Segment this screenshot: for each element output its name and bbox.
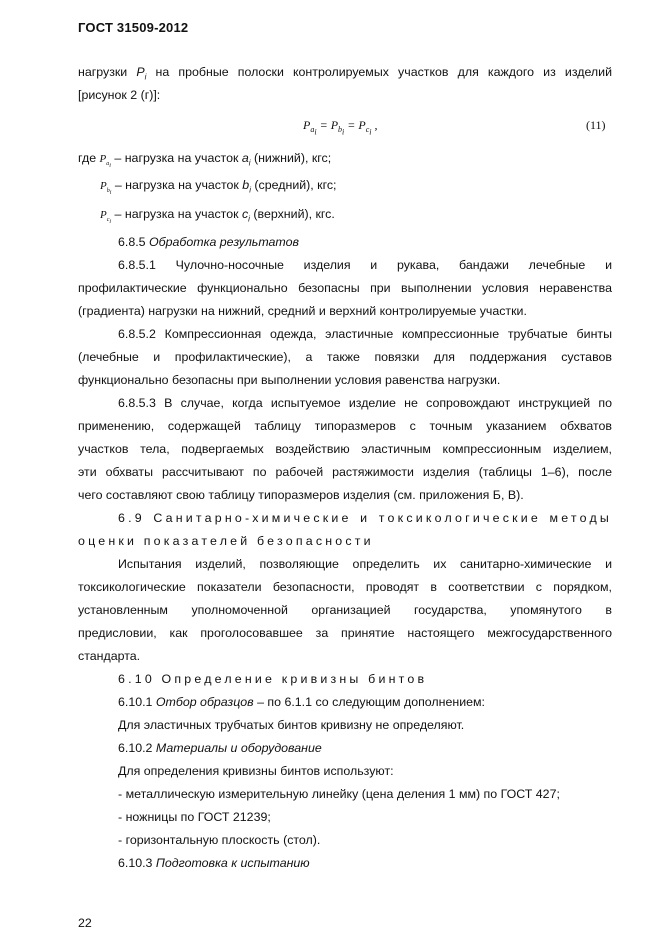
paragraph-line: 6.10.2 Материалы и оборудование [118,741,322,755]
paragraph-line: 6.8.5.1 Чулочно-носочные изделия и рукава, бандажи лечебные и [118,258,612,272]
paragraph-line: Испытания изделий, позволяющие определить их санитарно-химические и [118,557,612,571]
paragraph-line: применению, содержащей таблицу типоразмеров с точным указанием обхватов [78,419,612,433]
paragraph-line: (лечебные и профилактические), а также повязки для поддержания суставов [78,350,612,364]
where-line-c: $P_{c_i}$ – нагрузка на участок $c_i$ (верхний), кгс. [100,207,335,226]
paragraph-line: 6.8.5.2 Компрессионная одежда, эластичные компрессионные трубчатые бинты [118,327,612,341]
section-heading-6-8-5: 6.8.5 Обработка результатов [118,235,299,249]
paragraph-line: Для эластичных трубчатых бинтов кривизну не определяют. [118,718,465,732]
formula-11: $P_{a_i} = P_{b_i} = P_{c_i}$ , [303,118,378,137]
paragraph-line: нагрузки $P_i$ на пробные полоски контролируемых участков для каждого из изделий [78,65,613,82]
document-header: ГОСТ 31509-2012 [78,20,189,35]
paragraph-line: функционально безопасны при выполнении условия равенства нагрузки. [78,373,501,387]
paragraph-line: стандарта. [78,649,141,663]
paragraph-line: Для определения кривизны бинтов используют: [118,764,394,778]
paragraph-line: [рисунок 2 (г)]: [78,88,161,102]
paragraph-line: эти обхваты рассчитывают по рабочей растяжимости изделия (таблицы 1–6), после [78,465,612,479]
paragraph-line: участков тела, подвергаемых воздействию эластичным компрессионным изделием, [78,442,612,456]
section-heading-6-9-cont: оценки показателей безопасности [78,534,374,548]
section-heading-6-10: 6.10 Определение кривизны бинтов [118,672,428,686]
list-item: - ножницы по ГОСТ 21239; [118,810,271,824]
paragraph-line: 6.10.3 Подготовка к испытанию [118,856,310,870]
paragraph-line: предисловии, как проголосовавшее за принятие настоящего межгосударственного [78,626,612,640]
paragraph-line: профилактические функционально безопасны при выполнении условия неравенства [78,281,612,295]
paragraph-line: токсикологические показатели безопасности, проводят в соответствии с порядком, [78,580,612,594]
list-item: - горизонтальную плоскость (стол). [118,833,321,847]
paragraph-line: (градиента) нагрузки на нижний, средний и верхний контролируемые участки. [78,304,527,318]
paragraph-line: чего составляют свою таблицу типоразмеров изделия (см. приложения Б, В). [78,488,524,502]
paragraph-line: установленным уполномоченной организацией государства, упомянутого в [78,603,612,617]
formula-number: (11) [586,118,606,132]
page-number: 22 [78,916,92,930]
where-line-b: $P_{b_i}$ – нагрузка на участок $b_i$ (средний), кгс; [100,178,337,197]
where-line-a: где $P_{a_i}$ – нагрузка на участок $a_i$ (нижний), кгс; [78,151,332,170]
section-heading-6-9: 6.9 Санитарно-химические и токсикологические методы [118,511,612,525]
paragraph-line: 6.10.1 Отбор образцов – по 6.1.1 со следующим дополнением: [118,695,485,709]
paragraph-line: 6.8.5.3 В случае, когда испытуемое изделие не сопровождают инструкцией по [118,396,612,410]
list-item: - металлическую измерительную линейку (цена деления 1 мм) по ГОСТ 427; [118,787,560,801]
